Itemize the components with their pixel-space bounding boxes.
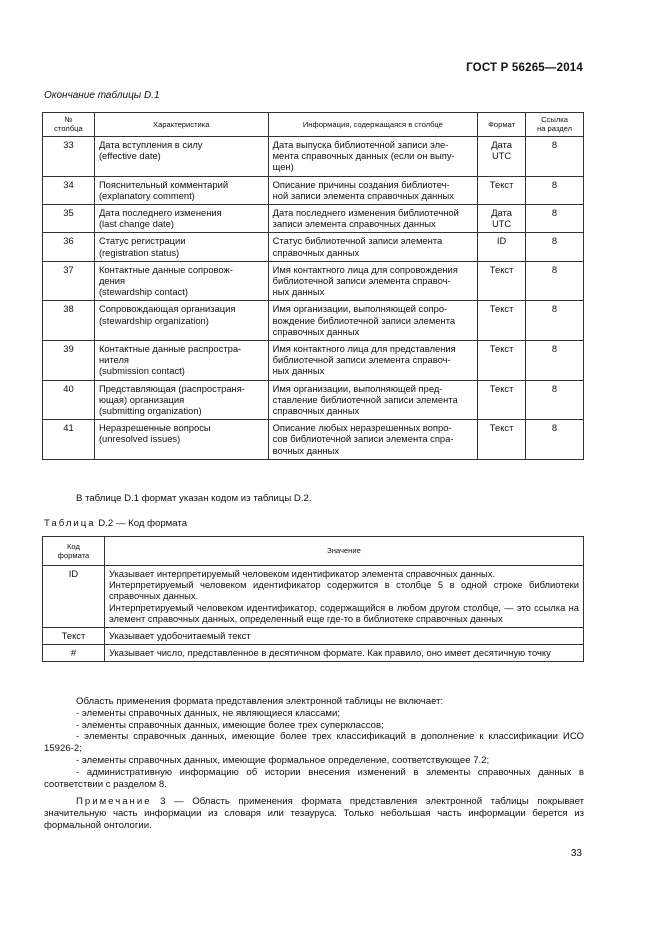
col-header-reference: Ссылка на раздел [526, 113, 584, 137]
list-item: - элементы справочных данных, имеющие более трех суперклассов; [76, 719, 384, 731]
standard-designation: ГОСТ Р 56265—2014 [466, 62, 583, 74]
cell-number: 41 [43, 420, 95, 460]
cell-information: Описание причины создания библиотеч- ной записи элемента справочных данных [268, 176, 478, 204]
table2-caption-prefix: Таблица [44, 518, 96, 529]
cell-number: 36 [43, 233, 95, 261]
cell-information: Дата выпуска библиотечной записи эле- мента справочных данных (если он выпу- щен) [268, 137, 478, 177]
scope-notes [44, 696, 584, 832]
col-header-characteristic: Характеристика [94, 113, 268, 137]
list-item: - элементы справочных данных, не являющиеся классами; [76, 707, 341, 719]
table-row [43, 233, 584, 261]
cell-meaning: Указывает удобочитаемый текст [104, 628, 583, 645]
list-item: - административную информацию об истории внесения изменений в элементы справочных данных в соответствии с разделом 8. [44, 766, 584, 790]
note-text: 3 — Область применения формата представления электронной таблицы покрывает значительную часть информации из словаря или тезауруса. Только небольшая часть информации берется из формальной онтологии. [44, 796, 584, 831]
page-number: 33 [570, 848, 582, 859]
cell-characteristic: Представляющая (распространя- ющая) организация (submitting organization) [94, 380, 268, 420]
cell-characteristic: Пояснительный комментарий (explanatory comment) [94, 176, 268, 204]
table1-header-row [43, 113, 584, 137]
cell-number: 38 [43, 301, 95, 341]
table-row [43, 566, 584, 628]
cell-characteristic: Дата последнего изменения (last change date) [94, 205, 268, 233]
cell-number: 39 [43, 341, 95, 381]
list-item: - элементы справочных данных, имеющие формальное определение, соответствующее 7.2; [76, 754, 490, 766]
cell-number: 34 [43, 176, 95, 204]
cell-reference: 8 [526, 380, 584, 420]
cell-reference: 8 [526, 137, 584, 177]
note-label: Примечание [76, 796, 152, 808]
cell-format: Текст [478, 420, 526, 460]
cell-format: Текст [478, 341, 526, 381]
cell-code: Текст [43, 628, 105, 645]
cell-information: Имя контактного лица для сопровождения библиотечной записи элемента справоч- ных данных [268, 261, 478, 301]
table-row [43, 176, 584, 204]
cell-reference: 8 [526, 261, 584, 301]
cell-meaning: Указывает число, представленное в десятичном формате. Как правило, оно имеет десятичную точку [104, 645, 583, 662]
cell-number: 35 [43, 205, 95, 233]
table-row [43, 628, 584, 645]
table2-caption-title: D.2 — Код формата [95, 518, 188, 529]
cell-information: Статус библиотечной записи элемента справочных данных [268, 233, 478, 261]
cell-reference: 8 [526, 341, 584, 381]
table-row [43, 420, 584, 460]
cell-meaning: Указывает интерпретируемый человеком идентификатор элемента справочных данных. Интерпретируемый человеком идентификатор содержится в столбце 5 в одной строке библиотеки справочных данных. Интерпретируемый человеком идентификатор, содержащийся в любом другом столбце, — это ссылка на элемент справочных данных, определенный еще где-то в библиотеке справочных данных [104, 566, 583, 628]
col-header-information: Информация, содержащаяся в столбце [268, 113, 478, 137]
cell-code: ID [43, 566, 105, 628]
cell-characteristic: Статус регистрации (registration status) [94, 233, 268, 261]
cell-reference: 8 [526, 205, 584, 233]
cell-information: Дата последнего изменения библиотечной записи элемента справочных данных [268, 205, 478, 233]
table2-caption [44, 518, 187, 529]
scope-intro: Область применения формата представления электронной таблицы не включает: [76, 696, 444, 707]
col-header-meaning: Значение [104, 537, 583, 566]
col-header-number: № столбца [43, 113, 95, 137]
cell-information: Имя организации, выполняющей пред- ставление библиотечной записи элемента справочных данных [268, 380, 478, 420]
table-row [43, 380, 584, 420]
list-item: - элементы справочных данных, имеющие более трех классификаций в дополнение к классификации ИСО 15926-2; [44, 731, 584, 755]
table-row [43, 261, 584, 301]
col-header-format: Формат [478, 113, 526, 137]
table-row [43, 645, 584, 662]
table-d1 [42, 112, 584, 460]
cell-format: Текст [478, 380, 526, 420]
table-row [43, 137, 584, 177]
cell-code: # [43, 645, 105, 662]
cell-reference: 8 [526, 176, 584, 204]
cell-characteristic: Сопровождающая организация (stewardship organization) [94, 301, 268, 341]
cell-characteristic: Неразрешенные вопросы (unresolved issues) [94, 420, 268, 460]
cell-characteristic: Контактные данные распростра- нителя (submission contact) [94, 341, 268, 381]
cell-reference: 8 [526, 233, 584, 261]
cell-number: 33 [43, 137, 95, 177]
cell-reference: 8 [526, 420, 584, 460]
cell-format: Текст [478, 261, 526, 301]
col-header-code: Код формата [43, 537, 105, 566]
cell-format: Дата UTC [478, 205, 526, 233]
table-d1-format-note: В таблице D.1 формат указан кодом из таблицы D.2. [76, 493, 312, 504]
note-3 [44, 796, 584, 831]
cell-format: Дата UTC [478, 137, 526, 177]
cell-number: 37 [43, 261, 95, 301]
table-row [43, 205, 584, 233]
table1-caption: Окончание таблицы D.1 [44, 90, 160, 101]
table-row [43, 301, 584, 341]
cell-characteristic: Дата вступления в силу (effective date) [94, 137, 268, 177]
cell-format: Текст [478, 301, 526, 341]
cell-number: 40 [43, 380, 95, 420]
cell-characteristic: Контактные данные сопровож- дения (stewardship contact) [94, 261, 268, 301]
cell-information: Описание любых неразрешенных вопро- сов библиотечной записи элемента спра- вочных данных [268, 420, 478, 460]
table-d2 [42, 536, 584, 662]
table-row [43, 341, 584, 381]
cell-format: Текст [478, 176, 526, 204]
cell-reference: 8 [526, 301, 584, 341]
cell-information: Имя организации, выполняющей сопро- вождение библиотечной записи элемента справочных данных [268, 301, 478, 341]
cell-information: Имя контактного лица для представления библиотечной записи элемента справоч- ных данных [268, 341, 478, 381]
cell-format: ID [478, 233, 526, 261]
table2-header-row [43, 537, 584, 566]
